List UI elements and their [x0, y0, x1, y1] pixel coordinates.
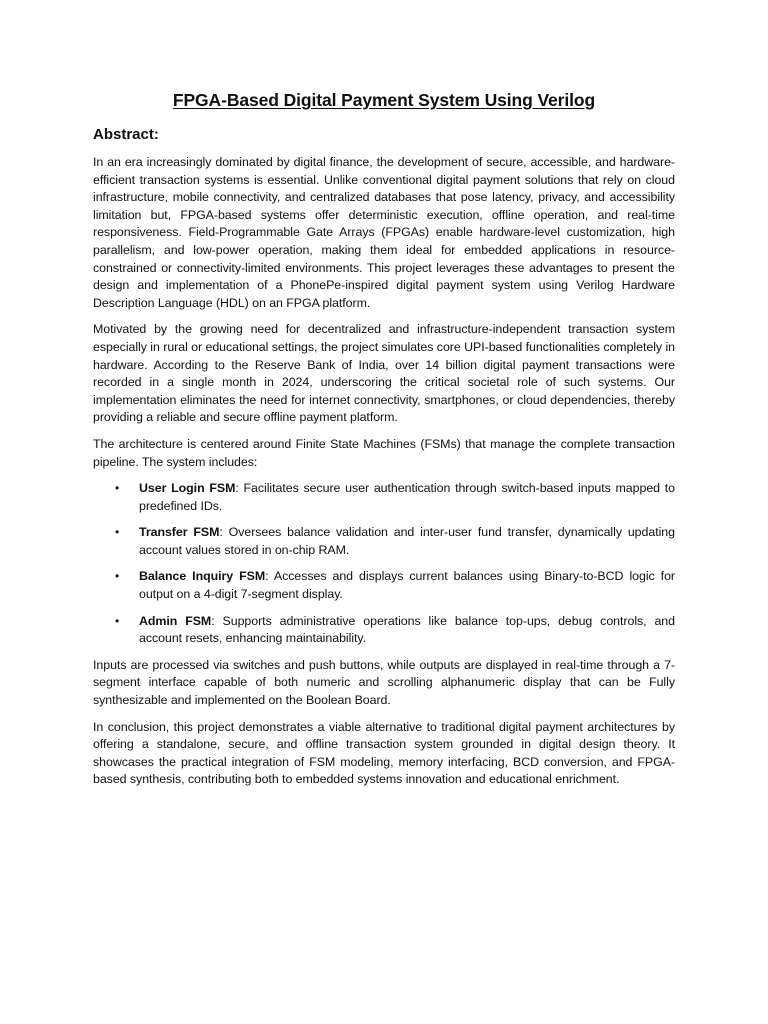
bullet-term: Transfer FSM	[139, 525, 220, 540]
bullet-term: User Login FSM	[139, 481, 236, 496]
document-page	[93, 88, 675, 798]
list-item	[93, 613, 675, 648]
paragraph-outro-2: In conclusion, this project demonstrates a viable alternative to traditional digital payment architectures by offering a standalone, secure, and offline transaction system grounded in digital design theory. It showcases the practical integration of FSM modeling, memory interfacing, BCD conversion, and FPGA-based synthesis, contributing both to embedded systems innovation and educational enrichment.	[93, 719, 675, 787]
bullet-text: : Oversees balance validation and inter-user fund transfer, dynamically updating account values stored in on-chip RAM.	[139, 525, 675, 557]
abstract-heading: Abstract:	[93, 126, 159, 143]
list-item	[93, 568, 675, 603]
paragraph-intro-2: Motivated by the growing need for decentralized and infrastructure-independent transaction system especially in rural or educational settings, the project simulates core UPI-based functionalities completely in hardware. According to the Reserve Bank of India, over 14 billion digital payment transactions were recorded in a single month in 2024, underscoring the critical societal role of such systems. Our implementation eliminates the need for internet connectivity, smartphones, or cloud dependencies, thereby providing a reliable and secure offline payment platform.	[93, 322, 675, 425]
bullet-text: : Facilitates secure user authentication through switch-based inputs mapped to predefined IDs.	[139, 481, 675, 513]
paragraph-intro-3: The architecture is centered around Finite State Machines (FSMs) that manage the complete transaction pipeline. The system includes:	[93, 436, 675, 469]
list-item	[93, 480, 675, 515]
bullet-icon: •	[115, 613, 120, 628]
bullet-text: : Accesses and displays current balances using Binary-to-BCD logic for output on a 4-digit 7-segment display.	[139, 569, 675, 602]
bullet-text: : Supports administrative operations like balance top-ups, debug controls, and account resets, enhancing maintainability.	[139, 613, 675, 646]
fsm-list	[93, 480, 675, 648]
bullet-icon: •	[115, 569, 120, 584]
bullet-icon: •	[115, 481, 120, 496]
bullet-term: Admin FSM	[139, 613, 212, 628]
document-title: FPGA-Based Digital Payment System Using Verilog	[172, 90, 596, 110]
paragraph-intro-1: In an era increasingly dominated by digital finance, the development of secure, accessible, and hardware-efficient transaction systems is essential. Unlike conventional digital payment solutions that rely on cloud infrastructure, mobile connectivity, and centralized databases that pose latency, privacy, and accessibility limitation but, FPGA-based systems offer deterministic execution, offline operation, and real-time responsiveness. Field-Programmable Gate Arrays (FPGAs) enable hardware-level customization, high parallelism, and low-power operation, making them ideal for embedded applications in resource-constrained or connectivity-limited environments. This project leverages these advantages to present the design and implementation of a PhonePe-inspired digital payment system using Verilog Hardware Description Language (HDL) on an FPGA platform.	[93, 155, 675, 310]
list-item	[93, 524, 675, 559]
bullet-icon: •	[115, 525, 120, 540]
paragraph-outro-1: Inputs are processed via switches and push buttons, while outputs are displayed in real-time through a 7-segment interface capable of both numeric and scrolling alphanumeric display that can be Fully synthesizable and implemented on the Boolean Board.	[93, 657, 675, 708]
bullet-term: Balance Inquiry FSM	[139, 569, 266, 584]
